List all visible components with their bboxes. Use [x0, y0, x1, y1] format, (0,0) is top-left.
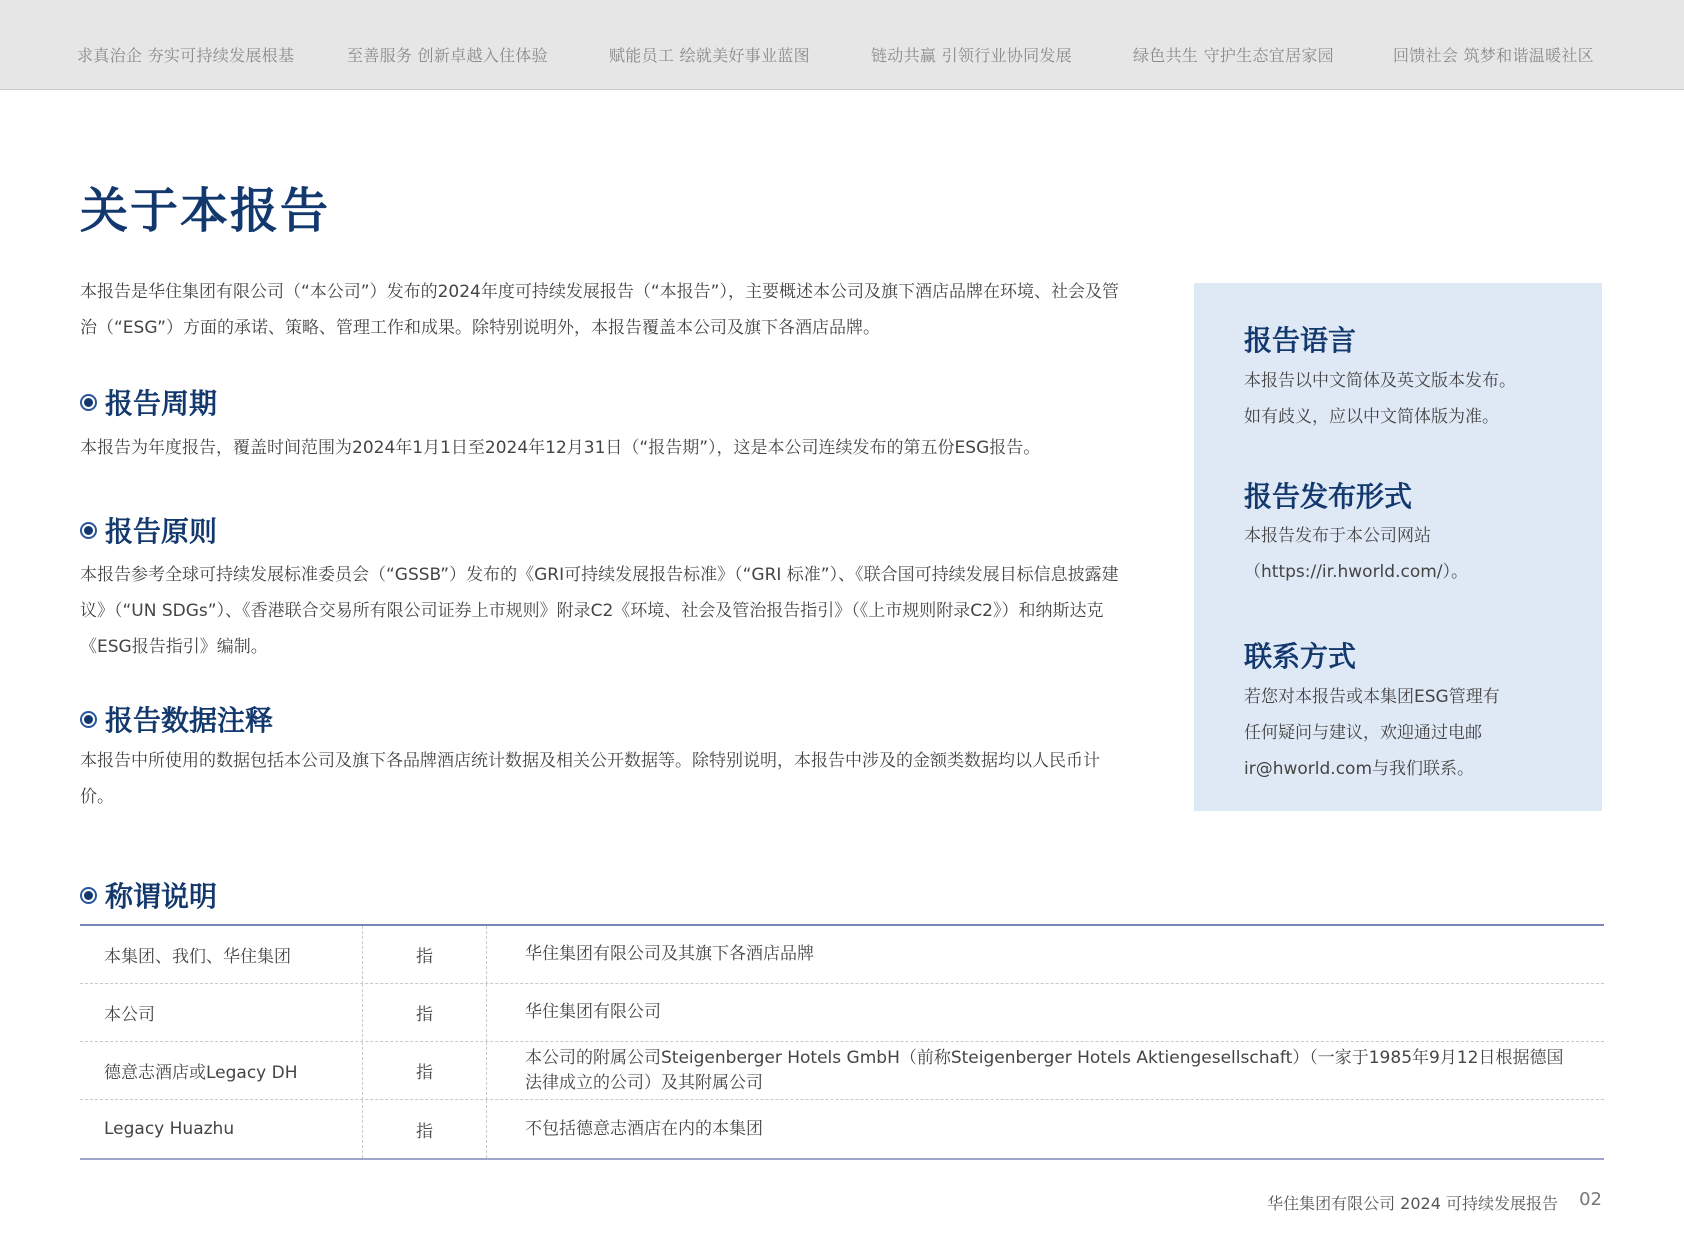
language-title: 报告语言: [1244, 324, 1357, 357]
top-nav: [0, 0, 1684, 90]
section-title: 报告数据注释: [105, 704, 274, 737]
nav-item-green[interactable]: 绿色共生 守护生态宜居家园: [1133, 46, 1334, 65]
bullet-icon: [80, 394, 97, 411]
terms-table: [80, 924, 1604, 1160]
section-heading-principles: [80, 510, 217, 550]
table-row: [80, 926, 1604, 984]
contact-title: 联系方式: [1244, 640, 1357, 673]
nav-item-community[interactable]: 回馈社会 筑梦和谐温暖社区: [1393, 46, 1594, 65]
refers-cell: 指: [363, 984, 487, 1042]
section-heading-period: [80, 382, 217, 422]
language-line: 如有歧义，应以中文简体版为准。: [1244, 407, 1499, 427]
meaning-cell: 不包括德意志酒店在内的本集团: [525, 1118, 763, 1139]
language-text: [1244, 363, 1574, 435]
principles-text: 本报告参考全球可持续发展标准委员会（“GSSB”）发布的《GRI可持续发展报告标准》（“GRI 标准”）、《联合国可持续发展目标信息披露建议》（“UN SDGs”）、《香港联合交易所有限公司证券上市规则》附录C2《环境、社会及管治报告指引》（《上市规则附录C2》）和纳斯达克《ESG报告指引》编制。: [80, 565, 1119, 657]
contact-line: 任何疑问与建议，欢迎通过电邮: [1244, 723, 1482, 743]
format-line: 本报告发布于本公司网站: [1244, 526, 1431, 546]
corner-curve: [1504, 90, 1684, 250]
contact-line: 若您对本报告或本集团ESG管理有: [1244, 687, 1500, 707]
section-heading-terms: [80, 875, 217, 915]
section-title: 报告原则: [105, 515, 218, 548]
meaning-cell: 华住集团有限公司: [525, 1002, 661, 1022]
nav-item-governance[interactable]: 求真治企 夯实可持续发展根基: [77, 46, 295, 65]
format-link[interactable]: （https://ir.hworld.com/）。: [1244, 562, 1469, 582]
refers-cell: 指: [363, 1042, 487, 1100]
bullet-icon: [80, 711, 97, 728]
table-row: [80, 1042, 1604, 1100]
format-title: 报告发布形式: [1244, 480, 1413, 513]
section-title: 称谓说明: [105, 880, 218, 913]
term-cell: 德意志酒店或Legacy DH: [80, 1042, 363, 1100]
format-text: [1244, 518, 1574, 590]
section-heading-data: [80, 699, 273, 739]
refers-cell: 指: [363, 1100, 487, 1158]
nav-item-employees[interactable]: 赋能员工 绘就美好事业蓝图: [609, 46, 810, 65]
data-text: 本报告中所使用的数据包括本公司及旗下各品牌酒店统计数据及相关公开数据等。除特别说明，本报告中涉及的金额类数据均以人民币计价。: [80, 751, 1100, 807]
bullet-icon: [80, 887, 97, 904]
language-line: 本报告以中文简体及英文版本发布。: [1244, 371, 1516, 391]
term-cell: 本公司: [80, 984, 363, 1042]
footer-report-name: 华住集团有限公司 2024 可持续发展报告: [1267, 1194, 1558, 1213]
table-row: [80, 1100, 1604, 1158]
term-cell: Legacy Huazhu: [80, 1100, 363, 1158]
table-row: [80, 984, 1604, 1042]
intro-paragraph: 本报告是华住集团有限公司（“本公司”）发布的2024年度可持续发展报告（“本报告”），主要概述本公司及旗下酒店品牌在环境、社会及管治（“ESG”）方面的承诺、策略、管理工作和成果。除特别说明外，本报告覆盖本公司及旗下各酒店品牌。: [80, 282, 1119, 338]
meaning-cell: 本公司的附属公司Steigenberger Hotels GmbH（前称Steigenberger Hotels Aktiengesellschaft）（一家于1985年9月12日根据德国法律成立的公司）及其附属公司: [525, 1047, 1564, 1093]
info-sidebox: [1194, 283, 1602, 811]
bullet-icon: [80, 522, 97, 539]
refers-cell: 指: [363, 926, 487, 984]
nav-item-service[interactable]: 至善服务 创新卓越入住体验: [347, 46, 548, 65]
page-number: 02: [1579, 1189, 1602, 1210]
contact-text: [1244, 679, 1574, 787]
period-text: 本报告为年度报告，覆盖时间范围为2024年1月1日至2024年12月31日（“报告期”），这是本公司连续发布的第五份ESG报告。: [80, 438, 1041, 458]
section-title: 报告周期: [105, 387, 218, 420]
contact-email[interactable]: ir@hworld.com与我们联系。: [1244, 759, 1475, 779]
meaning-cell: 华住集团有限公司及其旗下各酒店品牌: [525, 944, 814, 964]
term-cell: 本集团、我们、华住集团: [80, 926, 363, 984]
nav-item-industry[interactable]: 链动共赢 引领行业协同发展: [871, 46, 1072, 65]
page-title: 关于本报告: [80, 183, 331, 239]
